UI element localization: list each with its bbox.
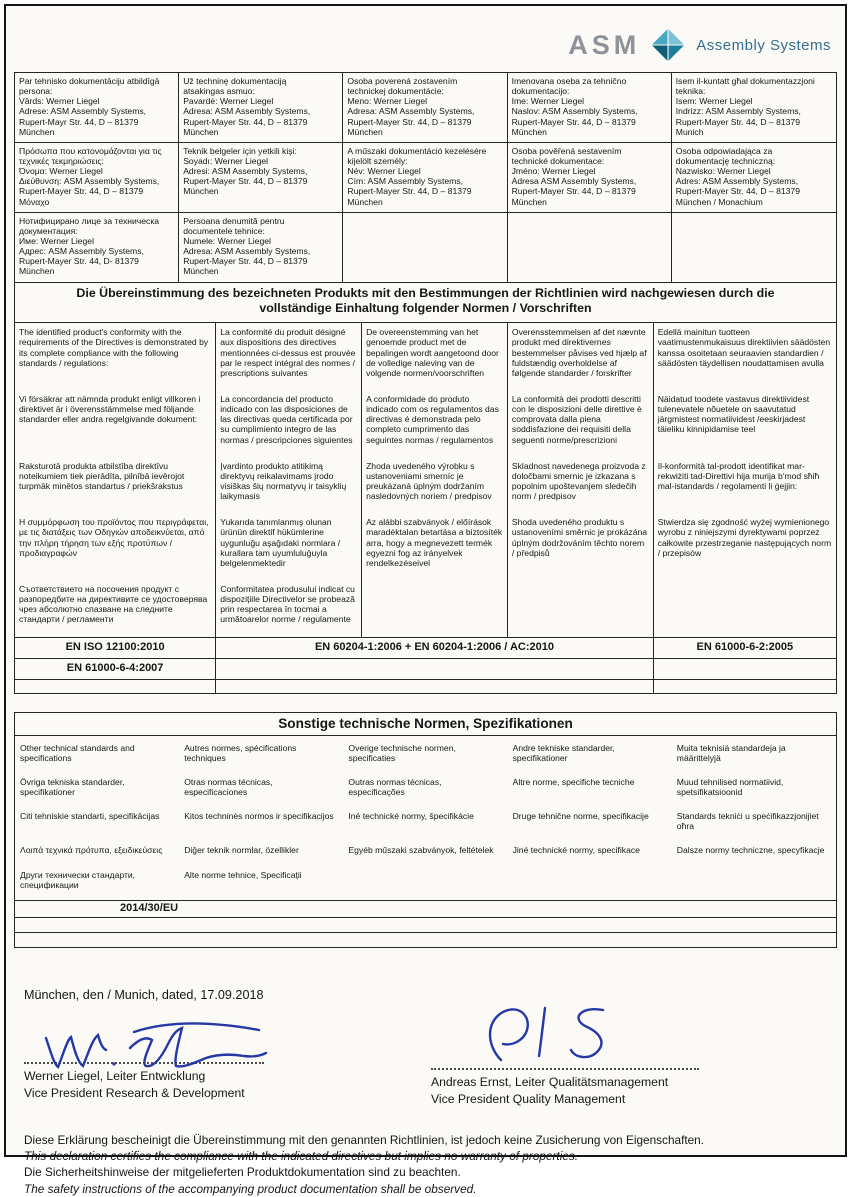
footer-line-en: This declaration certifies the compliance with the indicated directives but implies no warranty of properties. xyxy=(24,1149,579,1164)
standard-value: EN 60204-1:2006 + EN 60204-1:2006 / AC:2010 xyxy=(216,638,653,658)
contact-cell xyxy=(508,213,672,282)
signatory-title: Vice President Research & Development xyxy=(24,1085,245,1100)
other-standards-cell: Kitos techninės normos ir specifikacijos xyxy=(184,811,334,822)
other-standards-cell: Övriga tekniska standarder, specifikationer xyxy=(20,776,125,797)
conformity-cell xyxy=(362,580,508,637)
conformity-cell: Stwierdza się zgodność wyżej wymienionego wyrobu z niniejszymi dyrektywami poprzez całkowite przestrzeganie następujących norm / przepisów xyxy=(657,517,832,558)
standard-value: EN 61000-6-2:2005 xyxy=(696,640,794,653)
standard-value xyxy=(216,680,653,693)
other-standards-cell: Overige technische normen, specificaties xyxy=(348,742,456,763)
signature-block-right xyxy=(431,1006,741,1106)
other-standards-cell xyxy=(343,866,507,900)
andreas-ernst-signature-icon xyxy=(473,1002,653,1074)
contact-cell: Osoba poverená zostavením technickej dokumentácie: Meno: Werner Liegel Adresa: ASM Assembly Systems, Rupert-Mayer Str. 44, D – 81379 München xyxy=(343,73,507,143)
conformity-cell xyxy=(654,580,836,637)
conformity-cell: Yukarıda tanımlanmış olunan ürünün direktif hükümlerine uygunluğu aşağıdaki normlara / kurallara tam uyumluluğuyla belgelenmektedir xyxy=(216,513,362,580)
conformity-cell: Съответствието на посочения продукт с разпоредбите на директивите се удостоверява чрез абсолютно спазване на следните стандарти / регламенти xyxy=(15,580,216,637)
standard-value xyxy=(216,659,653,679)
declaration-document-page xyxy=(4,4,847,1196)
other-standards-cell: Alte norme tehnice, Specificații xyxy=(184,869,302,880)
conformity-cell: Conformitatea produsului indicat cu dispozițiile Directivelor se probează prin respectarea în tocmai a următoarelor norme / regulamente xyxy=(216,580,362,637)
contact-table xyxy=(14,72,837,283)
other-standards-cell: Iné technické normy, špecifikácie xyxy=(348,811,474,822)
signature-row xyxy=(14,1006,837,1106)
asm-logo-text: ASM xyxy=(568,29,641,60)
conformity-cell: La concordancia del producto indicado con las disposiciones de las directivas queda certificada por su cumplimiento integro de las normas / prescripciones siguientes xyxy=(216,390,362,457)
other-standards-cell xyxy=(672,866,836,900)
other-standards-cell: Standards tekniċi u speċifikazzjonijiet oħra xyxy=(676,811,819,832)
other-standards-cell xyxy=(508,866,672,900)
conformity-cell: Il-konformità tal-prodott identifikat mar-rekwiżiti tad-Direttivi hija murija b'mod sħiħ mal-istandards / regolamenti li ġejjin: xyxy=(657,460,820,491)
footer-declaration xyxy=(24,1132,837,1197)
other-standards-cell: Muud tehnilised normatiivid, spetsifikatsioonid xyxy=(676,776,784,797)
conformity-cell: Raksturotā produkta atbilstība direktīvu noteikumiem tiek pierādīta, pilnībā ievērojot turpmāk minētos standartus / priekšrakstus xyxy=(15,457,216,514)
other-standards-cell: Muita teknisiä standardeja ja määrittelyjä xyxy=(676,742,786,763)
contact-cell: Persoana denumită pentru documentele tehnice: Numele: Werner Liegel Adresa: ASM Assembly Systems, Rupert-Mayer Str. 44, D – 81379 München xyxy=(179,213,343,282)
asm-diamond-icon xyxy=(650,27,686,63)
signatory-name: Werner Liegel, Leiter Entwicklung xyxy=(24,1068,206,1083)
other-standards-section xyxy=(14,712,837,948)
directive-row xyxy=(15,917,836,932)
conformity-cell: Edellä mainitun tuotteen vaatimustenmukaisuus direktiivien säädösten kanssa osoitetaan seuraavien standardien / säädösten täydellisen noudattamisen avulla xyxy=(657,327,831,368)
standards-row xyxy=(15,637,836,658)
contact-cell xyxy=(672,213,836,282)
directive-row xyxy=(15,900,836,917)
logo-row xyxy=(14,24,837,66)
conformity-cell: Η συμμόρφωση του προϊόντος που περιγράφεται, με τις διατάξεις των Οδηγιών αποδεικνύεται, από την πλήρη τήρηση των εξής προτύπων / προδιαγραφών xyxy=(15,513,216,580)
date-line: München, den / Munich, dated, 17.09.2018 xyxy=(24,987,264,1002)
standard-value: EN ISO 12100:2010 xyxy=(15,638,216,658)
other-standards-cell: Outras normas técnicas, especificações xyxy=(348,776,442,797)
other-standards-cell: Otras normas técnicas, especificaciones xyxy=(184,776,273,797)
directive-row xyxy=(15,932,836,947)
signature-block-left xyxy=(14,1006,409,1106)
other-standards-cell: Diğer teknik normlar, özellikler xyxy=(184,845,299,856)
conformity-cell: Zhoda uvedeného výrobku s ustanoveniami smerníc je preukázaná úplným dodržaním nasledovných noriem / predpisov xyxy=(362,457,508,514)
other-standards-cell: Λοιπά τεχνικά πρότυπα, εξειδικεύσεις xyxy=(20,845,163,856)
other-standards-cell: Autres normes, spécifications techniques xyxy=(184,742,297,763)
other-standards-cell: Andre tekniske standarder, specifikationer xyxy=(512,742,615,763)
contact-cell: Imenovana oseba za tehnično dokumentacijo: Ime: Werner Liegel Naslov: ASM Assembly Systems, Rupert-Mayer Str. 44, D – 81379 München xyxy=(508,73,672,143)
conformity-cell: Shoda uvedeného produktu s ustanoveními směrnic je prokázána úplným dodržováním těchto norem / předpisů xyxy=(508,513,654,580)
conformity-cell: Overensstemmelsen af det nævnte produkt med direktivernes bestemmelser påvises ved hjælp af fuldstændig overholdelse af følgende standarder / forskrifter xyxy=(508,323,654,390)
other-standards-cell: Dalsze normy techniczne, specyfikacje xyxy=(676,845,825,856)
conformity-table xyxy=(15,323,836,636)
conformity-cell: De overeenstemming van het genoemde product met de bepalingen wordt aangetoond door de volledige naleving van de volgende normen/voorschriften xyxy=(362,323,508,390)
standard-value xyxy=(654,680,836,693)
conformity-cell: A conformidade do produto indicado com os regulamentos das directivas é demonstrada pelo completo cumprimento das seguintes normas / regulamentos xyxy=(362,390,508,457)
conformity-cell xyxy=(508,580,654,637)
contact-cell: Нотифицирано лице за техническа документация: Име: Werner Liegel Адрес: ASM Assembly Systems, Rupert-Mayer Str. 44, D- 81379 München xyxy=(15,213,179,282)
conformity-cell: Skladnost navedenega proizvoda z določbami smernic je izkazana s popolnim upoštevanjem sledečih norm / predpisov xyxy=(508,457,654,514)
contact-cell xyxy=(343,213,507,282)
signatory-title: Vice President Quality Management xyxy=(431,1091,626,1106)
contact-cell: Par tehnisko dokumentāciju atbildīgā persona: Vārds: Werner Liegel Adrese: ASM Assembly Systems, Rupert-Mayr Str. 44, D – 81379 München xyxy=(15,73,179,143)
footer-line-de: Die Sicherheitshinweise der mitgelieferten Produktdokumentation sind zu beachten. xyxy=(24,1165,461,1180)
conformity-cell: Az alábbi szabványok / előírások maradéktalan betartása a biztosíték arra, hogy a megnevezett termék egyezni fog az irányelvek rendelkezéseivel xyxy=(362,513,508,580)
contact-cell: Už techninę dokumentaciją atsakingas asmuo: Pavardė: Werner Liegel Adresa: ASM Assembly Systems, Rupert-Mayer Str. 44, D – 81379 München xyxy=(179,73,343,143)
standards-row xyxy=(15,679,836,693)
other-standards-cell: Citi tehniskie standarti, specifikācijas xyxy=(20,811,160,822)
contact-cell: Teknik belgeler için yetkili kişi: Soyadı: Werner Liegel Adresi: ASM Assembly Systems, Rupert-Mayer Str. 44, D – 81379 München xyxy=(179,143,343,213)
contact-cell: Isem il-kuntatt għal dokumentazzjoni teknika: Isem: Werner Liegel Indrizz: ASM Assembly Systems, Rupert-Mayer Str. 44, D – 81379 Munich xyxy=(672,73,836,143)
contact-cell: Osoba odpowiadająca za dokumentację techniczną: Nazwisko: Werner Liegel Adres: ASM Assembly Systems, Rupert-Mayer Str. 44, D – 81379 München / Monachium xyxy=(672,143,836,213)
conformity-cell: La conformità dei prodotti descritti con le disposizioni delle direttive è comprovata dalla piena soddisfazione dei requisiti della seguenti norme/prescrizioni xyxy=(508,390,654,457)
signatory-name: Andreas Ernst, Leiter Qualitätsmanagement xyxy=(431,1074,669,1089)
contact-cell: Osoba pověřená sestavením technické dokumentace: Jméno: Werner Liegel Adresa ASM Assembly Systems, Rupert-Mayer Str. 44, D – 81379 München xyxy=(508,143,672,213)
conformity-cell: Vi försäkrar att nämnda produkt enligt villkoren i direktivet är i överensstämmelse med följande standarder eller andra regelgivande dokument: xyxy=(15,390,216,457)
other-standards-table xyxy=(15,736,836,900)
footer-line-en: The safety instructions of the accompanying product documentation shall be observed. xyxy=(24,1181,477,1196)
other-standards-cell: Druge tehnične norme, specifikacije xyxy=(512,811,649,822)
standard-value xyxy=(15,680,216,693)
directive-value: 2014/30/EU xyxy=(120,901,179,914)
other-standards-title: Sonstige technische Normen, Spezifikationen xyxy=(15,713,836,736)
signature-line xyxy=(431,1068,699,1070)
footer-line-de: Diese Erklärung bescheinigt die Übereinstimmung mit den genannten Richtlinien, ist jedoch keine Zusicherung von Eigenschaften. xyxy=(24,1132,705,1147)
asm-logo-subtitle: Assembly Systems xyxy=(696,36,831,54)
contact-cell: A műszaki dokumentáció kezelésére kijelölt személy: Név: Werner Liegel Cím: ASM Assembly Systems, Rupert-Mayer Str. 44, D – 81379 München xyxy=(343,143,507,213)
other-standards-cell: Other technical standards and specifications xyxy=(20,742,135,763)
other-standards-cell: Egyéb műszaki szabványok, feltételek xyxy=(348,845,494,856)
other-standards-cell: Altre norme, specifiche tecniche xyxy=(512,776,635,787)
standard-value xyxy=(654,659,836,679)
other-standards-cell: Jiné technické normy, specifikace xyxy=(512,845,640,856)
conformity-cell: Näidatud toodete vastavus direktiividest tulenevatele nõuetele on saavutatud järgmistest normatiividest /eeskirjadest täieliku kinnipidamise teel xyxy=(657,393,810,435)
conformity-block xyxy=(14,282,837,694)
conformity-cell: Įvardinto produkto atitikimą direktyvų reikalavimams įrodo visiškas šių normatyvų ir taisyklių laikymasis xyxy=(216,457,362,514)
standards-row xyxy=(15,658,836,679)
conformity-cell: La conformité du produit désigné aux dispositions des directives mentionnées ci-dessus est prouvée par le respect intégral des normes / prescriptions suivantes xyxy=(216,323,362,390)
other-standards-cell: Други технически стандарти, спецификации xyxy=(20,869,136,890)
conformity-cell: The identified product's conformity with the requirements of the Directives is demonstrated by its complete compliance with the following standards / regulations: xyxy=(15,323,216,390)
standard-value: EN 61000-6-4:2007 xyxy=(15,659,216,679)
contact-cell: Πρόσωπα που κατονομάζονται για τις τεχνικές τεκμηριώσεις: Όνομα: Werner Liegel Διεύθυνση: ASM Assembly Systems, Rupert-Mayer Str. 44, D – 81379 Μόναχο xyxy=(15,143,179,213)
conformity-header: Die Übereinstimmung des bezeichneten Produkts mit den Bestimmungen der Richtlinien wird nachgewiesen durch die vollständige Einhaltung folgender Normen / Vorschriften xyxy=(15,283,836,324)
